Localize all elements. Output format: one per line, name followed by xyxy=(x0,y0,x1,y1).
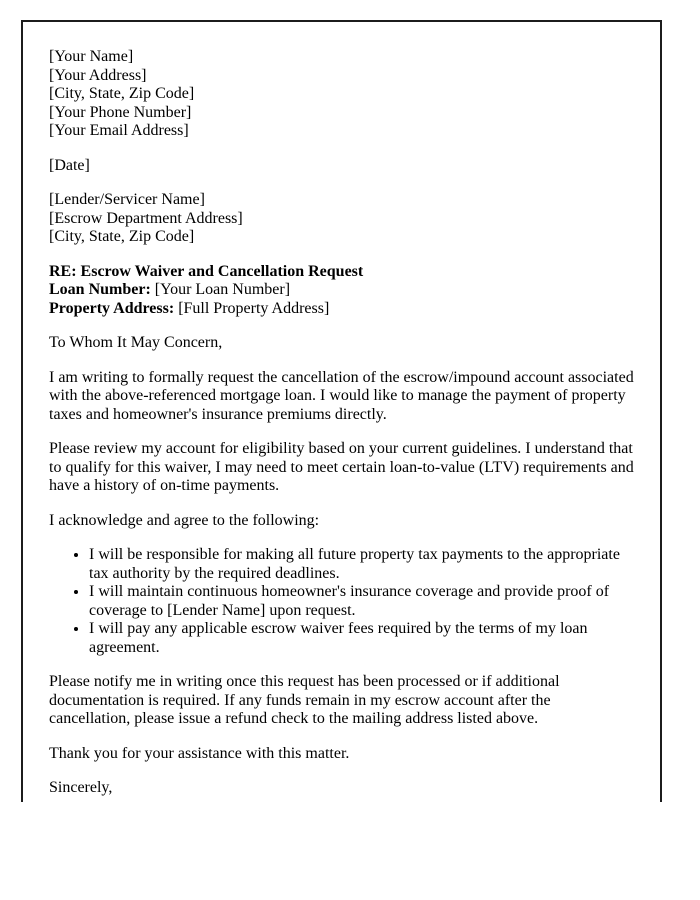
list-item-waiver-fees: • I will pay any applicable escrow waiver fees required by the terms of my loan agreement. xyxy=(89,620,634,657)
signoff: Sincerely, xyxy=(49,779,113,796)
sender-name-line: [Your Name] xyxy=(49,48,134,65)
recipient-lender-line: [Lender/Servicer Name] xyxy=(49,191,205,208)
acknowledgement-list xyxy=(49,546,634,657)
property-address-label: Property Address: xyxy=(49,299,175,317)
paragraph-notify: Please notify me in writing once this request has been processed or if additional documentation is required. If any funds remain in my escrow account after the cancellation, please issue a refund check to the mailing address listed above. xyxy=(49,673,560,727)
date-line: [Date] xyxy=(49,156,90,174)
recipient-block xyxy=(49,191,634,247)
sender-block xyxy=(49,48,634,141)
paragraph-eligibility: Please review my account for eligibility based on your current guidelines. I understand that to qualify for this waiver, I may need to meet certain loan-to-value (LTV) requirements and have a history of on-time payments. xyxy=(49,440,634,494)
property-address-value: [Full Property Address] xyxy=(178,299,330,317)
loan-number-value: [Your Loan Number] xyxy=(154,281,291,298)
subject-block xyxy=(49,263,634,319)
salutation: To Whom It May Concern, xyxy=(49,334,223,351)
loan-number-label: Loan Number: xyxy=(49,281,151,298)
list-item-insurance: • I will maintain continuous homeowner's insurance coverage and provide proof of coverage to [Lender Name] upon request. xyxy=(89,583,634,620)
paragraph-thanks: Thank you for your assistance with this matter. xyxy=(49,744,350,762)
recipient-department-line: [Escrow Department Address] xyxy=(49,209,243,227)
loan-number-line xyxy=(49,281,634,300)
subject-re-line: RE: Escrow Waiver and Cancellation Request xyxy=(49,262,364,280)
sender-address-line: [Your Address] xyxy=(49,66,147,84)
property-address-line xyxy=(49,300,634,319)
list-item-property-tax: • I will be responsible for making all future property tax payments to the appropriate tax authority by the required deadlines. xyxy=(89,546,634,583)
sender-phone-line: [Your Phone Number] xyxy=(49,103,192,121)
letter-page xyxy=(21,20,662,802)
sender-city-line: [City, State, Zip Code] xyxy=(49,85,195,102)
paragraph-request: I am writing to formally request the cancellation of the escrow/impound account associated with the above-referenced mortgage loan. I would like to manage the payment of property taxes and homeowner's insurance premiums directly. xyxy=(49,368,634,423)
recipient-city-line: [City, State, Zip Code] xyxy=(49,228,195,245)
sender-email-line: [Your Email Address] xyxy=(49,122,189,139)
paragraph-acknowledge-intro: I acknowledge and agree to the following: xyxy=(49,511,320,529)
